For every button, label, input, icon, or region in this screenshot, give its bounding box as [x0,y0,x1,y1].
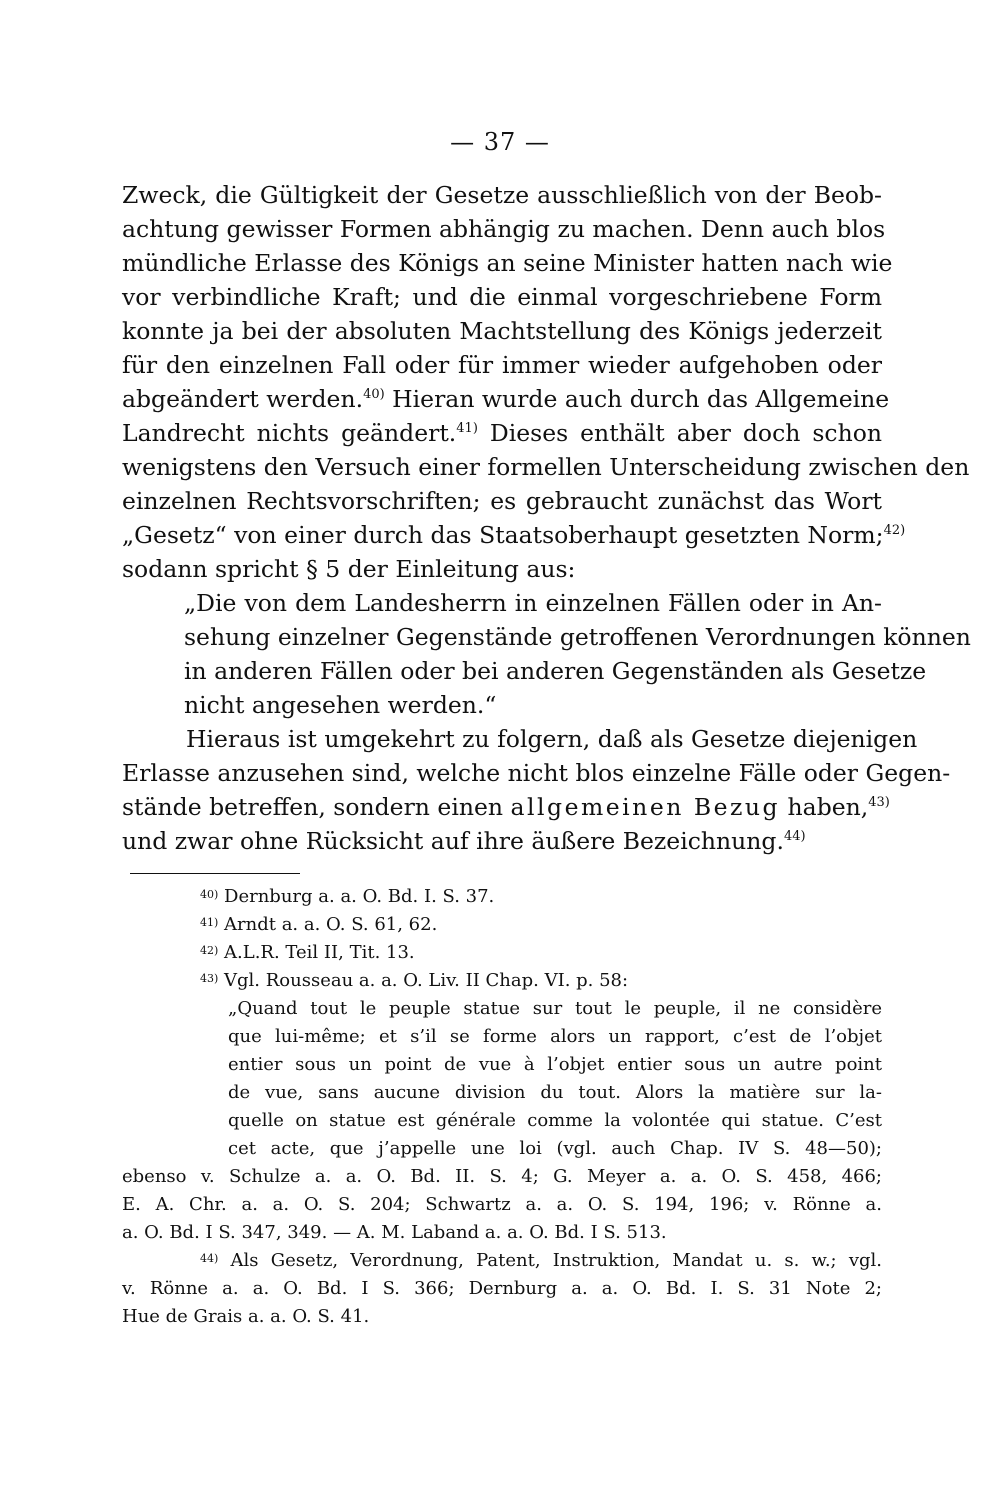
text-line [122,518,906,552]
footnote-number: 44) [200,1252,219,1265]
text-line: konnte ja bei der absoluten Machtstellung des Königs jederzeit [122,317,882,345]
footnote-ref: 40) [363,387,385,402]
text-segment: abgeändert werden. [122,385,364,413]
footnote-quote-line: entier sous un point de vue à l’objet entier sous un autre point [228,1054,882,1075]
footnote-line [122,1247,882,1275]
text-segment: stände betreffen, sondern einen [122,793,511,821]
text-line: achtung gewisser Formen abhängig zu machen. Denn auch blos [122,215,886,243]
text-line [122,382,890,416]
footnote-line: ebenso v. Schulze a. a. O. Bd. II. S. 4; G. Meyer a. a. O. S. 458, 466; [122,1166,882,1187]
text-segment: und zwar ohne Rücksicht auf ihre äußere Bezeichnung. [122,827,784,855]
footnote-number: 41) [200,916,219,929]
footnote-number: 40) [200,888,219,901]
footnote-ref: 43) [868,795,890,810]
footnote-line [122,883,882,911]
text-segment: „Gesetz“ von einer durch das Staatsoberhaupt gesetzten Norm; [122,521,884,549]
text-line [122,790,890,824]
text-line: mündliche Erlasse des Königs an seine Minister hatten nach wie [122,249,893,277]
emphasis-spaced: allgemeinen Bezug [510,793,781,821]
footnote-quote-line: que lui-même; et s’il se forme alors un rapport, c’est de l’objet [228,1026,882,1047]
text-line: einzelnen Rechtsvorschriften; es gebraucht zunächst das Wort [122,487,882,515]
text-line [122,416,882,450]
footnote-line: a. O. Bd. I S. 347, 349. — A. M. Laband a. a. O. Bd. I S. 513. [122,1222,667,1243]
text-segment: Hieran wurde auch durch das Allgemeine [384,385,890,413]
text-segment: haben, [780,793,869,821]
text-line [122,824,882,858]
footnote-ref: 44) [783,829,806,844]
footnote-quote-line: cet acte, que j’appelle une loi (vgl. auch Chap. IV S. 48—50); [228,1138,882,1159]
quote-line: nicht angesehen werden.“ [184,691,497,719]
footnote-ref: 42) [883,523,906,538]
text-line: sodann spricht § 5 der Einleitung aus: [122,555,576,583]
footnotes [122,883,882,1331]
footnote-text: A.L.R. Teil II, Tit. 13. [218,942,415,963]
footnote-text: Vgl. Rousseau a. a. O. Liv. II Chap. VI. p. 58: [218,970,629,991]
text-line: für den einzelnen Fall oder für immer wieder aufgehoben oder [122,351,882,379]
footnote-ref: 41) [456,421,478,436]
footnote-line: v. Rönne a. a. O. Bd. I S. 366; Dernburg a. a. O. Bd. I. S. 31 Note 2; [122,1278,882,1299]
footnote-line: Hue de Grais a. a. O. S. 41. [122,1306,370,1327]
quote-line: sehung einzelner Gegenstände getroffenen Verordnungen können [184,623,971,651]
text-segment: Landrecht nichts geändert. [122,419,457,447]
main-text [122,178,971,858]
text-segment: Dieses enthält aber doch schon [477,419,882,447]
quote-line: in anderen Fällen oder bei anderen Gegenständen als Gesetze [184,657,927,685]
footnote-line [122,967,882,995]
footnote-line: E. A. Chr. a. a. O. S. 204; Schwartz a. a. O. S. 194, 196; v. Rönne a. [122,1194,882,1215]
text-line: Erlasse anzusehen sind, welche nicht blos einzelne Fälle oder Gegen- [122,759,951,787]
footnote-number: 42) [200,944,219,957]
page-number: — 37 — [450,128,550,156]
footnote-quote-line: quelle on statue est générale comme la volontée qui statue. C’est [228,1110,882,1131]
text-line: vor verbindliche Kraft; und die einmal vorgeschriebene Form [122,283,882,311]
footnote-line [122,911,882,939]
footnote-quote-line: „Quand tout le peuple statue sur tout le peuple, il ne considère [228,998,882,1019]
footnote-text: Arndt a. a. O. S. 61, 62. [218,914,438,935]
footnote-text: Dernburg a. a. O. Bd. I. S. 37. [218,886,495,907]
footnote-quote-line: de vue, sans aucune division du tout. Alors la matière sur la- [228,1082,882,1103]
text-line: Hieraus ist umgekehrt zu folgern, daß als Gesetze diejenigen [186,725,918,753]
footnote-number: 43) [200,972,219,985]
text-line: wenigstens den Versuch einer formellen Unterscheidung zwischen den [122,453,970,481]
footnote-text: Als Gesetz, Verordnung, Patent, Instruktion, Mandat u. s. w.; vgl. [218,1250,882,1271]
text-line: Zweck, die Gültigkeit der Gesetze ausschließlich von der Beob- [122,181,882,209]
quote-line: „Die von dem Landesherrn in einzelnen Fällen oder in An- [184,589,882,617]
footnote-separator [130,873,300,874]
footnote-line [122,939,882,967]
